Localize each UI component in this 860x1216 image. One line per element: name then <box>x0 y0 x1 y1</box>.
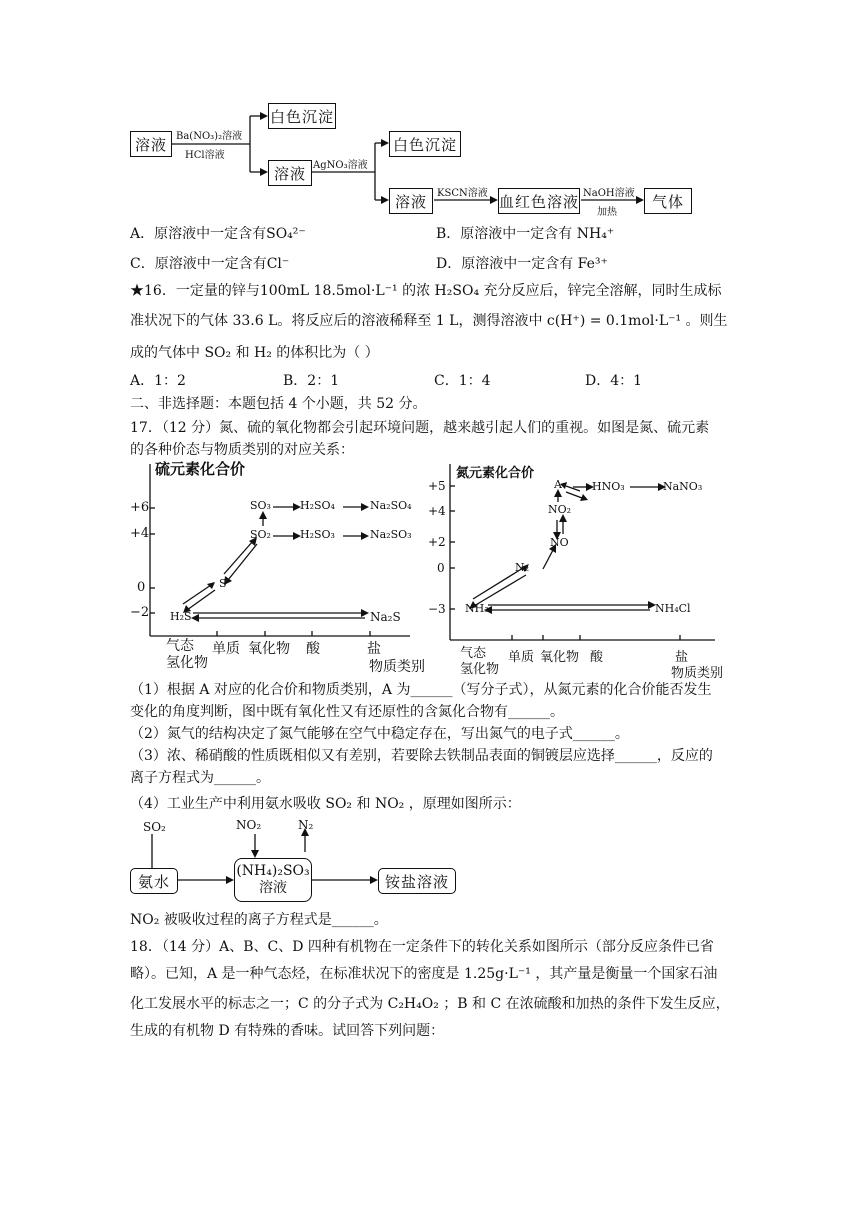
q16-option-b: B．2：1 <box>283 373 340 389</box>
q17-sub1-line-2: 变化的角度判断，图中既有氧化性又有还原性的含氮化合物有______。 <box>130 704 564 720</box>
q16-line-3: 成的气体中 SO₂ 和 H₂ 的体积比为（ ） <box>130 345 379 361</box>
nitrogen-NH3: NH₃ <box>465 602 489 615</box>
flow2-SO2-label: SO₂ <box>143 820 166 834</box>
flow1-reagent4-bottom: 加热 <box>597 207 617 218</box>
sulfur-ytick-plus6: +6 <box>130 500 150 515</box>
q15-option-a: A．原溶液中一定含有SO₄²⁻ <box>130 226 306 242</box>
nitrogen-xaxis-label: 物质类别 <box>671 666 724 681</box>
q15-option-b: B．原溶液中一定含有 NH₄⁺ <box>436 226 615 242</box>
flow2-box-ammonium-sulfite <box>234 858 312 902</box>
nitrogen-NaNO3: NaNO₃ <box>663 480 703 493</box>
flow2-box-mid-line-1: (NH₄)₂SO₃ <box>236 863 310 879</box>
nitrogen-NH4Cl: NH₄Cl <box>655 602 691 615</box>
sulfur-ytick-plus4: +4 <box>130 526 150 541</box>
q18-line-1: 18．（14 分）A、B、C、D 四种有机物在一定条件下的转化关系如图所示（部分反应条件已省 <box>130 939 714 955</box>
q16-option-c: C．1：4 <box>434 373 491 389</box>
q17-sub2: （2）氮气的结构决定了氮气能够在空气中稳定存在，写出氮气的电子式______。 <box>130 726 629 742</box>
q17-sub1-line-1: （1）根据 A 对应的化合价和物质类别，A 为______（写分子式），从氮元素的化合价能否发生 <box>130 682 712 698</box>
sulfur-Na2SO3: Na₂SO₃ <box>370 528 412 541</box>
nitrogen-xcat-hydride-2: 氢化物 <box>460 662 500 677</box>
flow1-box-white-precipitate-2: 白色沉淀 <box>389 131 461 157</box>
sulfur-ytick-minus2: −2 <box>130 605 150 620</box>
nitrogen-N2: N₂ <box>515 561 530 574</box>
sulfur-chart-title: 硫元素化合价 <box>155 460 246 478</box>
flow1-box-solution-2: 溶液 <box>268 160 312 186</box>
nitrogen-ytick-plus5: +5 <box>428 479 446 493</box>
sulfur-xcat-oxide: 氧化物 <box>248 641 290 657</box>
nitrogen-xcat-salt: 盐 <box>675 650 689 665</box>
sulfur-Na2SO4: Na₂SO₄ <box>370 499 412 512</box>
flow1-box-white-precipitate-1: 白色沉淀 <box>268 103 336 129</box>
sulfur-xcat-hydride <box>166 638 208 672</box>
nitrogen-NO2: NO₂ <box>548 503 572 516</box>
nitrogen-NO: NO <box>550 536 569 549</box>
flow1-reagent2: AgNO₃溶液 <box>313 160 368 171</box>
q18-line-2: 略）。已知，A 是一种气态烃，在标准状况下的密度是 1.25g·L⁻¹ ，其产量是衡量一个国家石油 <box>130 966 718 982</box>
flow1-reagent3: KSCN溶液 <box>437 188 488 199</box>
flow1-box-start: 溶液 <box>130 131 172 157</box>
nitrogen-ytick-plus2: +2 <box>428 535 446 549</box>
flow2-box-ammonia: 氨水 <box>130 868 178 894</box>
sulfur-xaxis-label: 物质类别 <box>369 659 425 675</box>
flow2-box-ammonium-salt: 铵盐溶液 <box>378 868 456 894</box>
nitrogen-ytick-minus3: −3 <box>428 602 446 616</box>
sulfur-S: S <box>219 577 227 590</box>
sulfur-Na2S: Na₂S <box>370 610 401 624</box>
nitrogen-ytick-plus4: +4 <box>428 504 446 518</box>
sulfur-xcat-element: 单质 <box>212 641 240 657</box>
q17-sub3-line-1: （3）浓、稀硝酸的性质既相似又有差别，若要除去铁制品表面的铜镀层应选择______，反应的 <box>130 748 713 764</box>
flow2-box-mid-line-2: 溶液 <box>259 880 287 896</box>
sulfur-xcat-hydride-1: 气态 <box>166 638 194 654</box>
q17-sub4-answer: NO₂ 被吸收过程的离子方程式是______。 <box>130 912 388 928</box>
nitrogen-xcat-oxide: 氧化物 <box>540 650 580 665</box>
section-2-heading: 二、非选择题：本题包括 4 个小题，共 52 分。 <box>130 396 427 412</box>
q16-option-d: D．4：1 <box>585 373 643 389</box>
sulfur-SO2: SO₂ <box>250 528 271 541</box>
q18-line-4: 生成的有机物 D 有特殊的香味。试回答下列问题： <box>130 1023 445 1039</box>
flow2-N2-label: N₂ <box>298 818 314 832</box>
nitrogen-chart-title: 氮元素化合价 <box>456 466 535 481</box>
sulfur-ytick-0: 0 <box>137 580 146 595</box>
flow1-arrows <box>0 0 860 215</box>
flow2-NO2-label: NO₂ <box>236 818 262 832</box>
flow1-box-gas: 气体 <box>644 188 692 214</box>
sulfur-xcat-hydride-2: 氢化物 <box>166 655 208 671</box>
sulfur-H2SO4: H₂SO₄ <box>300 499 335 512</box>
q17-sub3-line-2: 离子方程式为______。 <box>130 770 270 786</box>
flow1-reagent1-top: Ba(NO₃)₂溶液 <box>176 131 243 142</box>
sulfur-xcat-acid: 酸 <box>306 641 320 657</box>
sulfur-H2SO3: H₂SO₃ <box>300 528 335 541</box>
flow1-reagent4-top: NaOH溶液 <box>583 188 635 199</box>
nitrogen-xcat-acid: 酸 <box>590 650 604 665</box>
nitrogen-A: A <box>554 478 562 491</box>
q16-line-2: 准状况下的气体 33.6 L。将反应后的溶液稀释至 1 L，测得溶液中 c(H⁺) = 0.1mol·L⁻¹ 。则生 <box>130 313 728 329</box>
q18-line-3: 化工发展水平的标志之一；C 的分子式为 C₂H₄O₂ ；B 和 C 在浓硫酸和加热的条件下发生反应， <box>130 996 730 1012</box>
q15-option-d: D．原溶液中一定含有 Fe³⁺ <box>436 256 608 272</box>
nitrogen-xcat-hydride-1: 气态 <box>460 646 487 661</box>
q16-line-1: ★16．一定量的锌与100mL 18.5mol·L⁻¹ 的浓 H₂SO₄ 充分反应后，锌完全溶解，同时生成标 <box>130 283 722 299</box>
nitrogen-HNO3: HNO₃ <box>592 480 625 493</box>
flow1-box-blood-red-solution: 血红色溶液 <box>498 188 580 214</box>
nitrogen-xcat-hydride <box>460 646 499 678</box>
sulfur-xcat-salt: 盐 <box>367 641 381 657</box>
flow1-box-solution-3: 溶液 <box>389 188 433 214</box>
q16-option-a: A．1：2 <box>130 373 186 389</box>
sulfur-SO3: SO₃ <box>250 499 271 512</box>
nitrogen-ytick-0: 0 <box>437 561 445 575</box>
q17-sub4: （4）工业生产中利用氨水吸收 SO₂ 和 NO₂ ，原理如图所示： <box>130 796 521 812</box>
q17-line-1: 17．（12 分）氮、硫的氧化物都会引起环境问题，越来越引起人们的重视。如图是氮、硫元素 <box>130 420 710 436</box>
nitrogen-xcat-element: 单质 <box>508 650 535 665</box>
q17-line-2: 的各种价态与物质类别的对应关系： <box>130 442 354 458</box>
flow1-reagent1-bottom: HCl溶液 <box>185 150 225 161</box>
sulfur-H2S: H₂S <box>170 610 192 623</box>
q15-option-c: C．原溶液中一定含有Cl⁻ <box>130 256 290 272</box>
